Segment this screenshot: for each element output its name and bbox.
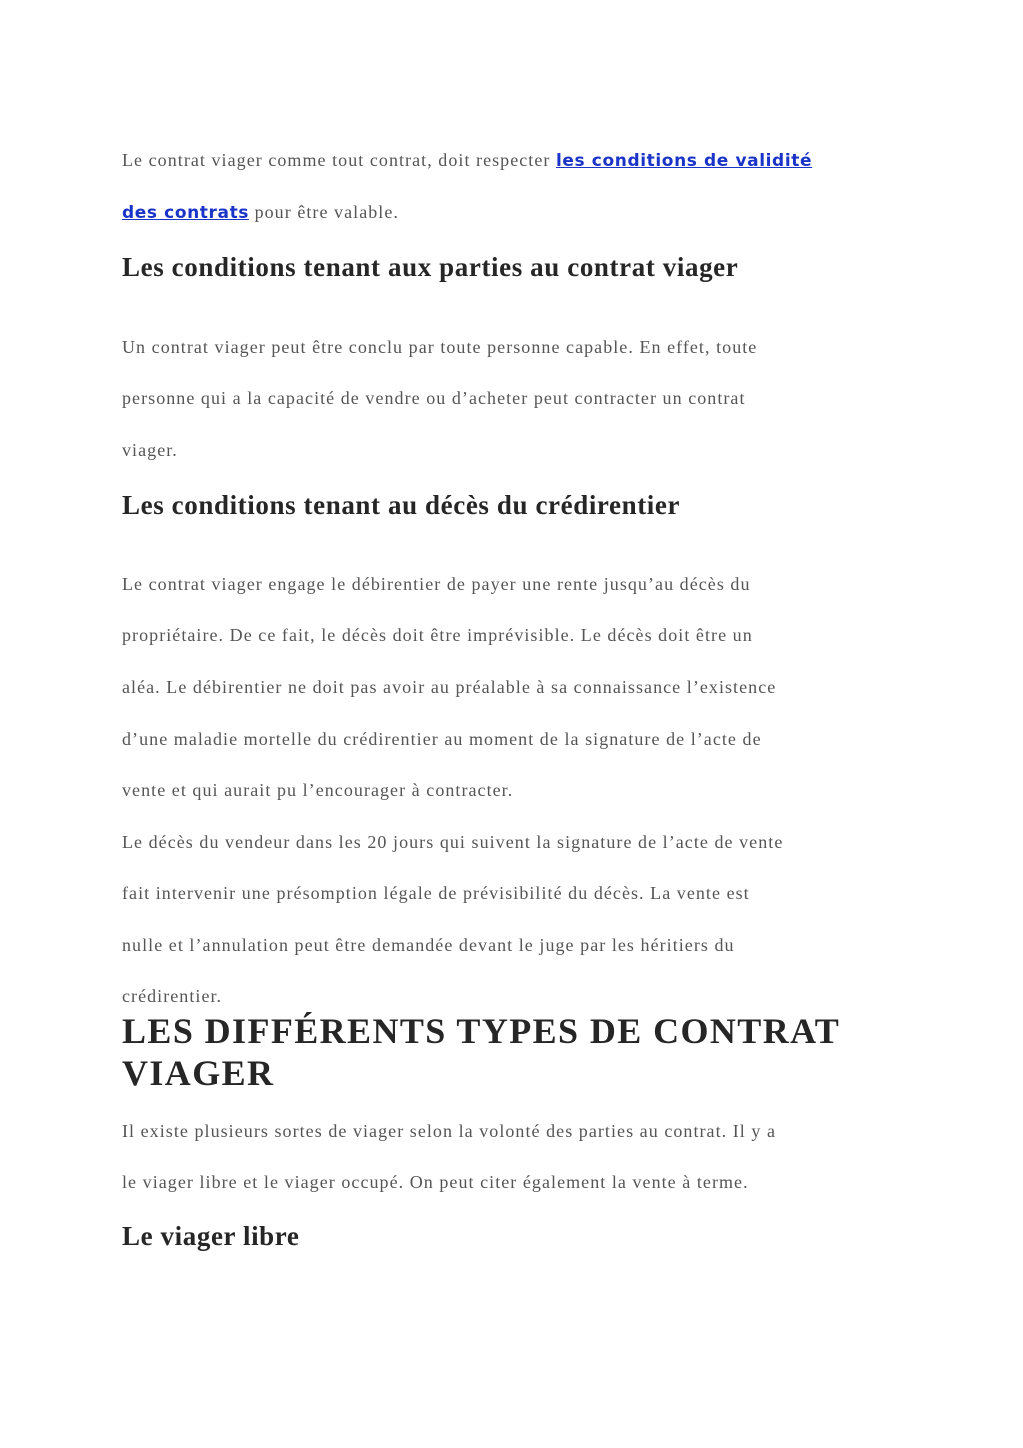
paragraph-line: Le décès du vendeur dans les 20 jours qui suivent la signature de l’acte de vente <box>122 832 784 852</box>
heading-types-line-1: LES DIFFÉRENTS TYPES DE CONTRAT <box>122 1011 841 1051</box>
paragraph-line: nulle et l’annulation peut être demandée devant le juge par les héritiers du <box>122 935 735 955</box>
paragraph-line: viager. <box>122 440 178 460</box>
paragraph-line: crédirentier. <box>122 986 223 1006</box>
paragraph-line: aléa. Le débirentier ne doit pas avoir au préalable à sa connaissance l’existence <box>122 677 777 697</box>
intro-line-1 <box>122 150 812 171</box>
paragraph-line: d’une maladie mortelle du crédirentier au moment de la signature de l’acte de <box>122 729 762 749</box>
paragraph-line: Le contrat viager engage le débirentier de payer une rente jusqu’au décès du <box>122 574 751 594</box>
paragraph-line: fait intervenir une présomption légale de prévisibilité du décès. La vente est <box>122 883 750 903</box>
paragraph-line: le viager libre et le viager occupé. On peut citer également la vente à terme. <box>122 1172 749 1192</box>
validity-conditions-link[interactable]: les conditions de validité <box>556 151 813 171</box>
paragraph-line: Un contrat viager peut être conclu par toute personne capable. En effet, toute <box>122 337 758 357</box>
paragraph-line: Il existe plusieurs sortes de viager selon la volonté des parties au contrat. Il y a <box>122 1121 777 1141</box>
paragraph-line: propriétaire. De ce fait, le décès doit être imprévisible. Le décès doit être un <box>122 625 753 645</box>
heading-conditions-parties: Les conditions tenant aux parties au contrat viager <box>122 252 739 282</box>
paragraph-line: personne qui a la capacité de vendre ou d’acheter peut contracter un contrat <box>122 388 746 408</box>
paragraph-line: vente et qui aurait pu l’encourager à contracter. <box>122 780 514 800</box>
intro-text-2: pour être valable. <box>249 202 399 222</box>
heading-types-line-2: VIAGER <box>122 1053 275 1093</box>
heading-conditions-deces: Les conditions tenant au décès du crédirentier <box>122 490 681 520</box>
validity-conditions-link-cont[interactable]: des contrats <box>122 203 250 223</box>
intro-line-2 <box>122 202 399 223</box>
intro-text-1: Le contrat viager comme tout contrat, doit respecter <box>122 150 556 170</box>
heading-viager-libre: Le viager libre <box>122 1221 300 1251</box>
